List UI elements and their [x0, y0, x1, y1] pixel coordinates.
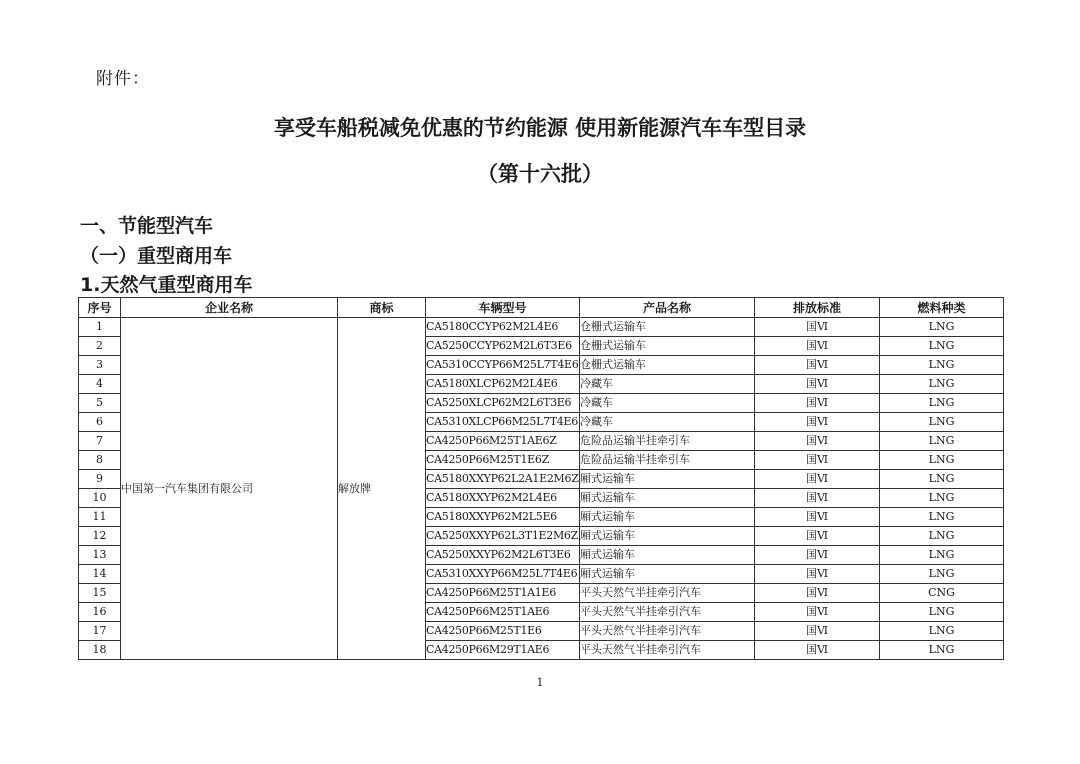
emission-standard-cell: 国Ⅵ [755, 508, 880, 527]
product-name-cell: 仓栅式运输车 [580, 356, 755, 375]
vehicle-model-cell: CA4250P66M25T1E6Z [426, 451, 580, 470]
header-cell: 商标 [338, 298, 426, 318]
emission-standard-cell: 国Ⅵ [755, 565, 880, 584]
section-heading: 一、节能型汽车 [80, 215, 214, 237]
fuel-type-cell: LNG [880, 470, 1004, 489]
batch-subtitle: （第十六批） [477, 161, 603, 186]
product-name-cell: 厢式运输车 [580, 470, 755, 489]
vehicle-model-cell: CA5250XXYP62L3T1E2M6Z [426, 527, 580, 546]
vehicle-model-cell: CA5310XXYP66M25L7T4E6 [426, 565, 580, 584]
vehicle-model-cell: CA5250XXYP62M2L6T3E6 [426, 546, 580, 565]
brand-cell: 解放牌 [338, 318, 426, 660]
emission-standard-cell: 国Ⅵ [755, 356, 880, 375]
emission-standard-cell: 国Ⅵ [755, 394, 880, 413]
fuel-type-cell: LNG [880, 394, 1004, 413]
row-number-cell: 4 [79, 375, 121, 394]
emission-standard-cell: 国Ⅵ [755, 337, 880, 356]
vehicle-model-cell: CA5180XXYP62M2L4E6 [426, 489, 580, 508]
vehicle-model-cell: CA5180XLCP62M2L4E6 [426, 375, 580, 394]
fuel-type-cell: LNG [880, 413, 1004, 432]
row-number-cell: 18 [79, 641, 121, 660]
row-number-cell: 14 [79, 565, 121, 584]
emission-standard-cell: 国Ⅵ [755, 527, 880, 546]
vehicle-model-cell: CA4250P66M25T1E6 [426, 622, 580, 641]
row-number-cell: 3 [79, 356, 121, 375]
product-name-cell: 厢式运输车 [580, 527, 755, 546]
row-number-cell: 17 [79, 622, 121, 641]
table-row [79, 318, 1004, 337]
fuel-type-cell: LNG [880, 489, 1004, 508]
emission-standard-cell: 国Ⅵ [755, 432, 880, 451]
product-name-cell: 冷藏车 [580, 394, 755, 413]
vehicle-model-cell: CA4250P66M25T1AE6Z [426, 432, 580, 451]
product-name-cell: 平头天然气半挂牵引汽车 [580, 641, 755, 660]
header-cell: 车辆型号 [426, 298, 580, 318]
header-cell: 序号 [79, 298, 121, 318]
emission-standard-cell: 国Ⅵ [755, 641, 880, 660]
fuel-type-cell: LNG [880, 527, 1004, 546]
emission-standard-cell: 国Ⅵ [755, 584, 880, 603]
product-name-cell: 冷藏车 [580, 375, 755, 394]
row-number-cell: 16 [79, 603, 121, 622]
fuel-type-cell: LNG [880, 451, 1004, 470]
header-cell: 排放标准 [755, 298, 880, 318]
fuel-type-cell: LNG [880, 622, 1004, 641]
vehicle-model-cell: CA4250P66M25T1A1E6 [426, 584, 580, 603]
row-number-cell: 10 [79, 489, 121, 508]
product-name-cell: 仓栅式运输车 [580, 337, 755, 356]
document-title: 享受车船税减免优惠的节约能源 使用新能源汽车车型目录 [273, 115, 807, 140]
emission-standard-cell: 国Ⅵ [755, 318, 880, 337]
row-number-cell: 13 [79, 546, 121, 565]
fuel-type-cell: LNG [880, 318, 1004, 337]
vehicle-model-cell: CA4250P66M29T1AE6 [426, 641, 580, 660]
subsection-heading: （一）重型商用车 [80, 245, 233, 267]
row-number-cell: 2 [79, 337, 121, 356]
emission-standard-cell: 国Ⅵ [755, 470, 880, 489]
row-number-cell: 7 [79, 432, 121, 451]
vehicle-model-cell: CA5310CCYP66M25L7T4E6 [426, 356, 580, 375]
vehicle-model-cell: CA5180CCYP62M2L4E6 [426, 318, 580, 337]
product-name-cell: 危险品运输半挂牵引车 [580, 432, 755, 451]
vehicle-model-cell: CA5250XLCP62M2L6T3E6 [426, 394, 580, 413]
emission-standard-cell: 国Ⅵ [755, 375, 880, 394]
vehicle-model-cell: CA5310XLCP66M25L7T4E6 [426, 413, 580, 432]
fuel-type-cell: LNG [880, 641, 1004, 660]
row-number-cell: 12 [79, 527, 121, 546]
product-name-cell: 厢式运输车 [580, 508, 755, 527]
vehicle-model-cell: CA5180XXYP62L2A1E2M6Z [426, 470, 580, 489]
header-cell: 企业名称 [121, 298, 338, 318]
emission-standard-cell: 国Ⅵ [755, 451, 880, 470]
fuel-type-cell: LNG [880, 337, 1004, 356]
header-cell: 产品名称 [580, 298, 755, 318]
page-number: 1 [536, 676, 544, 689]
fuel-type-cell: CNG [880, 584, 1004, 603]
emission-standard-cell: 国Ⅵ [755, 413, 880, 432]
product-name-cell: 厢式运输车 [580, 546, 755, 565]
row-number-cell: 8 [79, 451, 121, 470]
emission-standard-cell: 国Ⅵ [755, 546, 880, 565]
product-name-cell: 厢式运输车 [580, 565, 755, 584]
vehicle-model-cell: CA5250CCYP62M2L6T3E6 [426, 337, 580, 356]
product-name-cell: 仓栅式运输车 [580, 318, 755, 337]
emission-standard-cell: 国Ⅵ [755, 489, 880, 508]
product-name-cell: 厢式运输车 [580, 489, 755, 508]
vehicle-model-cell: CA4250P66M25T1AE6 [426, 603, 580, 622]
fuel-type-cell: LNG [880, 546, 1004, 565]
product-name-cell: 冷藏车 [580, 413, 755, 432]
attachment-label: 附件： [96, 69, 150, 89]
fuel-type-cell: LNG [880, 356, 1004, 375]
enterprise-name-cell: 中国第一汽车集团有限公司 [121, 318, 338, 660]
subsubsection-heading: 1.天然气重型商用车 [80, 274, 253, 296]
row-number-cell: 9 [79, 470, 121, 489]
emission-standard-cell: 国Ⅵ [755, 603, 880, 622]
row-number-cell: 11 [79, 508, 121, 527]
fuel-type-cell: LNG [880, 603, 1004, 622]
fuel-type-cell: LNG [880, 508, 1004, 527]
product-name-cell: 平头天然气半挂牵引汽车 [580, 622, 755, 641]
fuel-type-cell: LNG [880, 565, 1004, 584]
product-name-cell: 危险品运输半挂牵引车 [580, 451, 755, 470]
vehicle-catalog-table [78, 297, 1004, 660]
fuel-type-cell: LNG [880, 375, 1004, 394]
table-header-row [79, 298, 1004, 318]
row-number-cell: 15 [79, 584, 121, 603]
row-number-cell: 6 [79, 413, 121, 432]
vehicle-model-cell: CA5180XXYP62M2L5E6 [426, 508, 580, 527]
row-number-cell: 5 [79, 394, 121, 413]
header-cell: 燃料种类 [880, 298, 1004, 318]
product-name-cell: 平头天然气半挂牵引汽车 [580, 603, 755, 622]
product-name-cell: 平头天然气半挂牵引汽车 [580, 584, 755, 603]
emission-standard-cell: 国Ⅵ [755, 622, 880, 641]
fuel-type-cell: LNG [880, 432, 1004, 451]
row-number-cell: 1 [79, 318, 121, 337]
